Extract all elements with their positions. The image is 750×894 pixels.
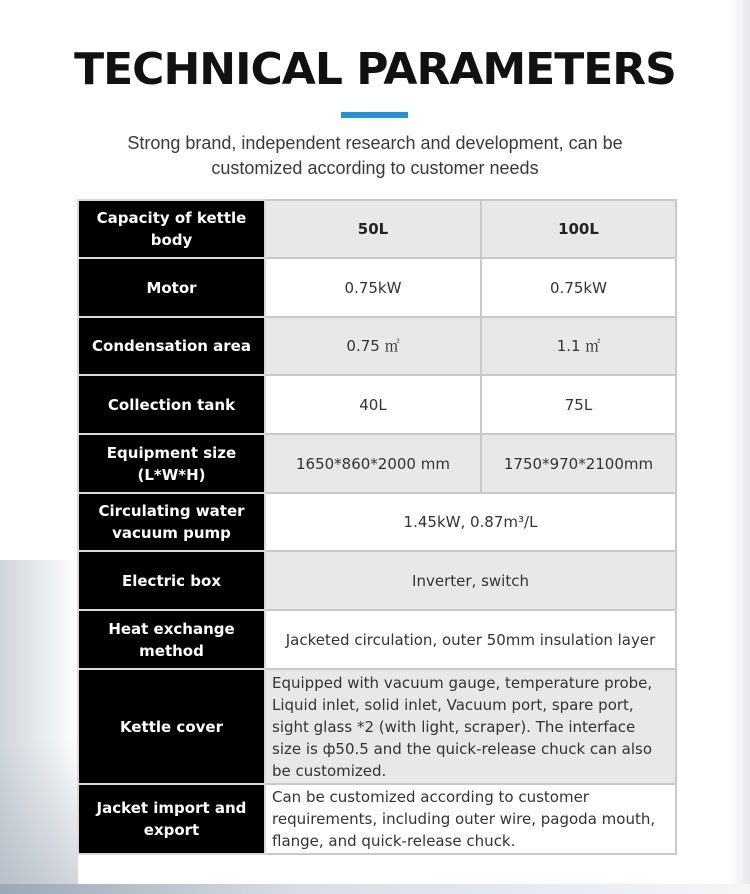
background-bottom-strip xyxy=(0,884,750,894)
row-label: Capacity of kettle body xyxy=(78,200,265,258)
row-label: Kettle cover xyxy=(78,669,265,784)
title-accent-bar xyxy=(341,112,408,118)
cell-merged: Jacketed circulation, outer 50mm insulation layer xyxy=(265,610,676,669)
cell-50l: 1650*860*2000 mm xyxy=(265,434,481,493)
cell-100l: 0.75kW xyxy=(481,258,676,317)
table-row-motor xyxy=(78,258,676,317)
table-row-heat-exchange xyxy=(78,610,676,669)
cell-merged: Can be customized according to customer requirements, including outer wire, pagoda mouth, flange, and quick-release chuck. xyxy=(265,784,676,854)
table-row-condensation xyxy=(78,317,676,375)
row-label: Circulating water vacuum pump xyxy=(78,493,265,551)
table-row-collection-tank xyxy=(78,375,676,434)
table-row-jacket xyxy=(78,784,676,854)
cell-merged: Equipped with vacuum gauge, temperature probe, Liquid inlet, solid inlet, Vacuum port, spare port, sight glass *2 (with light, scraper). The interface size is ф50.5 and the quick-release chuck can also be customized. xyxy=(265,669,676,784)
row-label: Electric box xyxy=(78,551,265,610)
column-header-100l: 100L xyxy=(481,200,676,258)
cell-50l: 0.75kW xyxy=(265,258,481,317)
cell-merged: 1.45kW, 0.87m³/L xyxy=(265,493,676,551)
background-right-edge xyxy=(728,0,750,894)
table-row-kettle-cover xyxy=(78,669,676,784)
cell-50l: 40L xyxy=(265,375,481,434)
cell-merged: Inverter, switch xyxy=(265,551,676,610)
cell-50l: 0.75 ㎡ xyxy=(265,317,481,375)
table-row-equipment-size xyxy=(78,434,676,493)
column-header-50l: 50L xyxy=(265,200,481,258)
cell-100l: 75L xyxy=(481,375,676,434)
row-label: Equipment size (L*W*H) xyxy=(78,434,265,493)
cell-100l: 1.1 ㎡ xyxy=(481,317,676,375)
table-row-vacuum-pump xyxy=(78,493,676,551)
table-header-row xyxy=(78,200,676,258)
row-label: Heat exchange method xyxy=(78,610,265,669)
background-left-shadow xyxy=(0,740,78,894)
page-title: TECHNICAL PARAMETERS xyxy=(74,44,676,95)
row-label: Jacket import and export xyxy=(78,784,265,854)
row-label: Collection tank xyxy=(78,375,265,434)
page-subtitle: Strong brand, independent research and development, can be customized according to customer needs xyxy=(127,133,623,178)
cell-100l: 1750*970*2100mm xyxy=(481,434,676,493)
row-label: Motor xyxy=(78,258,265,317)
parameters-table xyxy=(77,199,677,855)
table-row-electric-box xyxy=(78,551,676,610)
row-label: Condensation area xyxy=(78,317,265,375)
